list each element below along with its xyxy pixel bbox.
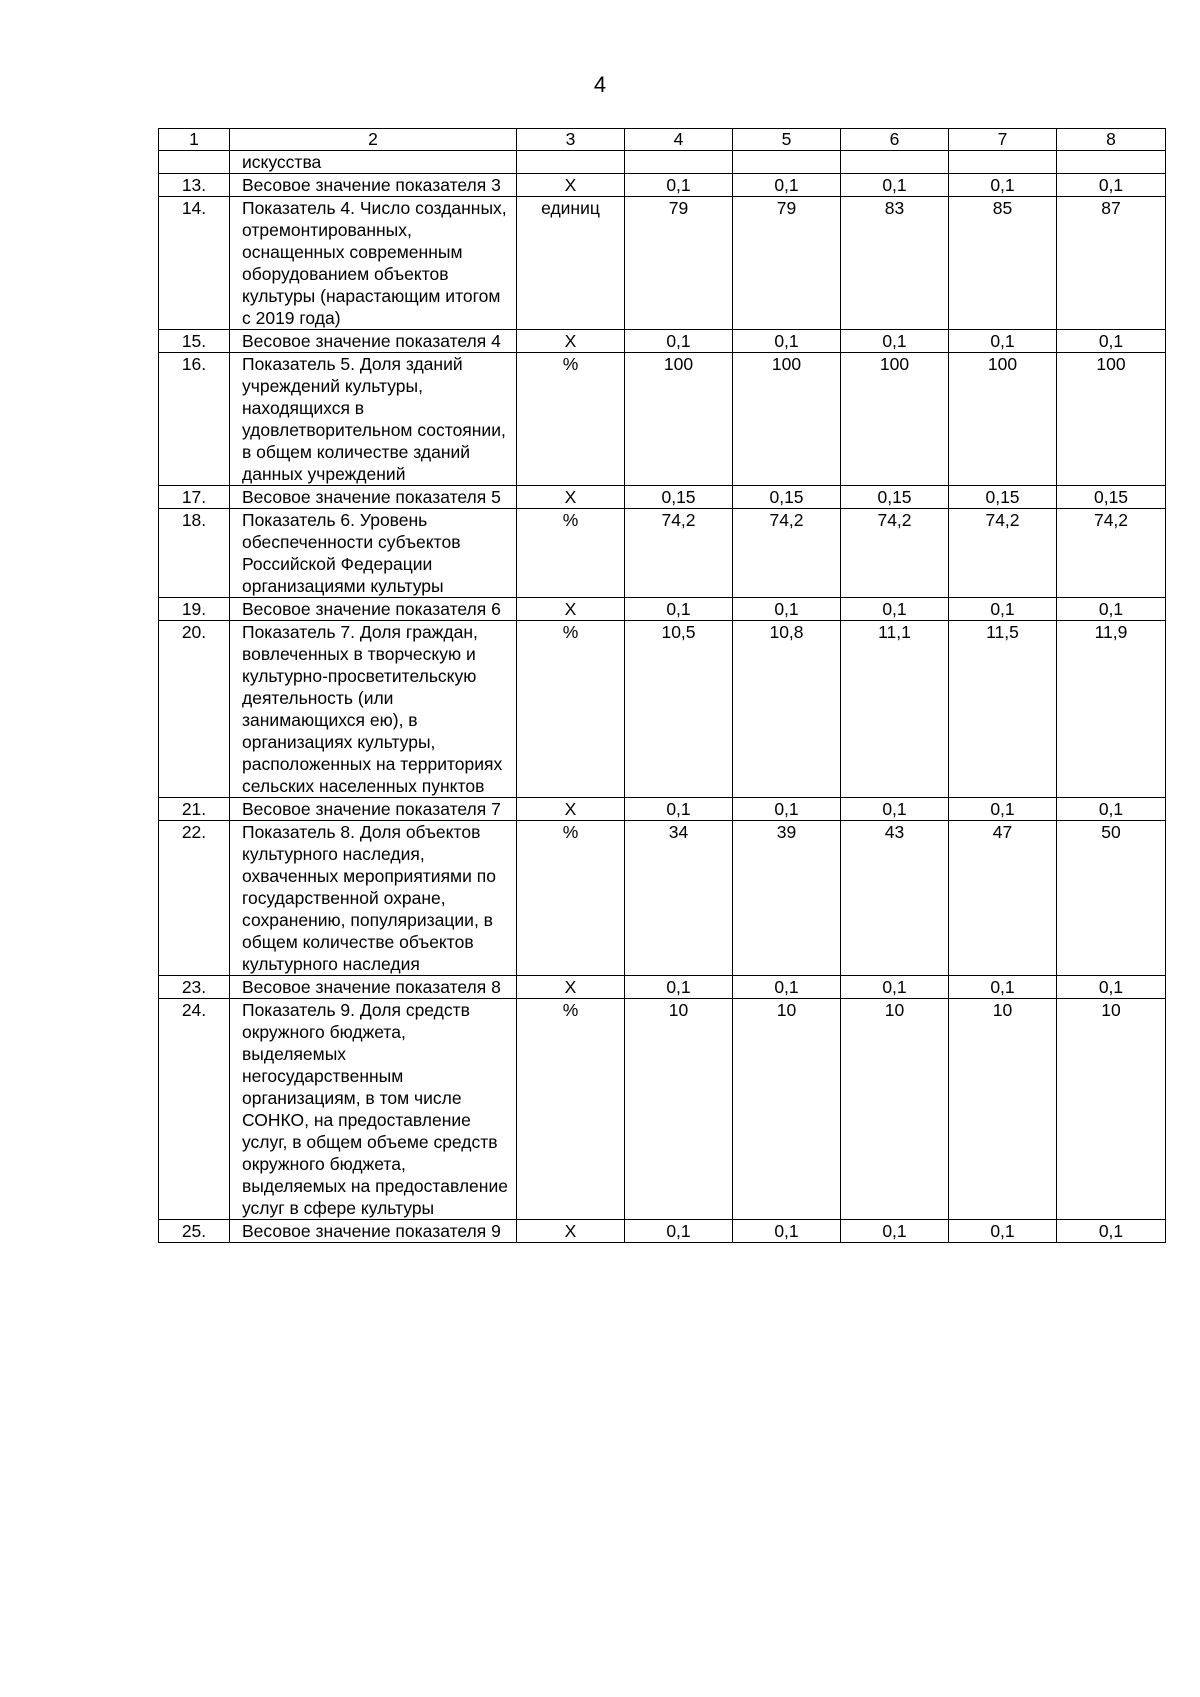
column-number: 1: [159, 129, 230, 151]
unit-cell: %: [517, 353, 625, 486]
indicator-name-cell: Весовое значение показателя 4: [230, 330, 517, 353]
value-cell-col4: 10: [625, 999, 733, 1220]
table-row: [159, 621, 1166, 798]
row-number-cell: 16.: [159, 353, 230, 486]
indicator-name-cell: Показатель 4. Число созданных, отремонтированных, оснащенных современным оборудованием объектов культуры (нарастающим итогом с 2019 года): [230, 197, 517, 330]
table-row: [159, 330, 1166, 353]
unit-cell: X: [517, 598, 625, 621]
unit-cell: X: [517, 976, 625, 999]
row-number-cell: 19.: [159, 598, 230, 621]
unit-cell: %: [517, 999, 625, 1220]
row-number-cell: 25.: [159, 1220, 230, 1243]
value-cell-col5: 10: [733, 999, 841, 1220]
row-number-cell: 14.: [159, 197, 230, 330]
value-cell-col6: 11,1: [841, 621, 949, 798]
value-cell-col5: 0,1: [733, 976, 841, 999]
value-cell-col5: 0,1: [733, 798, 841, 821]
value-cell-col7: 47: [949, 821, 1057, 976]
row-number-cell: 21.: [159, 798, 230, 821]
unit-cell: %: [517, 821, 625, 976]
table-row: [159, 151, 1166, 174]
value-cell-col7: 0,1: [949, 598, 1057, 621]
value-cell-col5: 0,1: [733, 174, 841, 197]
value-cell-col4: [625, 151, 733, 174]
row-number-cell: 15.: [159, 330, 230, 353]
value-cell-col8: 0,1: [1057, 174, 1166, 197]
row-number-cell: 18.: [159, 509, 230, 598]
value-cell-col7: 10: [949, 999, 1057, 1220]
value-cell-col6: 74,2: [841, 509, 949, 598]
row-number-cell: 13.: [159, 174, 230, 197]
value-cell-col4: 34: [625, 821, 733, 976]
value-cell-col8: 0,1: [1057, 330, 1166, 353]
value-cell-col7: 0,1: [949, 798, 1057, 821]
indicator-name-cell: Показатель 5. Доля зданий учреждений культуры, находящихся в удовлетворительном состоянии, в общем количестве зданий данных учреждений: [230, 353, 517, 486]
value-cell-col4: 79: [625, 197, 733, 330]
value-cell-col6: 0,1: [841, 598, 949, 621]
value-cell-col6: 83: [841, 197, 949, 330]
value-cell-col8: [1057, 151, 1166, 174]
value-cell-col4: 0,1: [625, 1220, 733, 1243]
column-number: 2: [230, 129, 517, 151]
value-cell-col6: 0,1: [841, 330, 949, 353]
unit-cell: X: [517, 798, 625, 821]
value-cell-col6: 43: [841, 821, 949, 976]
value-cell-col5: [733, 151, 841, 174]
table-row: [159, 976, 1166, 999]
value-cell-col8: 74,2: [1057, 509, 1166, 598]
table-row: [159, 598, 1166, 621]
value-cell-col8: 100: [1057, 353, 1166, 486]
value-cell-col7: 0,1: [949, 330, 1057, 353]
table-row: [159, 509, 1166, 598]
value-cell-col6: 100: [841, 353, 949, 486]
indicator-name-cell: Весовое значение показателя 8: [230, 976, 517, 999]
column-number: 8: [1057, 129, 1166, 151]
unit-cell: X: [517, 174, 625, 197]
column-number: 6: [841, 129, 949, 151]
table-row: [159, 486, 1166, 509]
table-row: [159, 999, 1166, 1220]
value-cell-col5: 0,1: [733, 1220, 841, 1243]
value-cell-col4: 10,5: [625, 621, 733, 798]
unit-cell: %: [517, 509, 625, 598]
value-cell-col7: 11,5: [949, 621, 1057, 798]
value-cell-col6: 10: [841, 999, 949, 1220]
value-cell-col8: 0,15: [1057, 486, 1166, 509]
value-cell-col8: 0,1: [1057, 798, 1166, 821]
value-cell-col4: 0,1: [625, 174, 733, 197]
value-cell-col5: 39: [733, 821, 841, 976]
value-cell-col4: 0,1: [625, 330, 733, 353]
row-number-cell: 24.: [159, 999, 230, 1220]
value-cell-col7: 100: [949, 353, 1057, 486]
value-cell-col5: 0,1: [733, 598, 841, 621]
value-cell-col4: 74,2: [625, 509, 733, 598]
indicator-name-cell: Весовое значение показателя 7: [230, 798, 517, 821]
table-row: [159, 197, 1166, 330]
value-cell-col5: 100: [733, 353, 841, 486]
value-cell-col7: 0,1: [949, 1220, 1057, 1243]
indicator-name-cell: Весовое значение показателя 5: [230, 486, 517, 509]
value-cell-col7: [949, 151, 1057, 174]
value-cell-col5: 79: [733, 197, 841, 330]
page-number: 4: [593, 72, 607, 97]
value-cell-col5: 10,8: [733, 621, 841, 798]
value-cell-col8: 0,1: [1057, 976, 1166, 999]
table-row: [159, 798, 1166, 821]
table-row: [159, 174, 1166, 197]
unit-cell: %: [517, 621, 625, 798]
indicator-name-cell: Весовое значение показателя 9: [230, 1220, 517, 1243]
value-cell-col6: 0,1: [841, 1220, 949, 1243]
value-cell-col4: 100: [625, 353, 733, 486]
row-number-cell: [159, 151, 230, 174]
value-cell-col4: 0,1: [625, 798, 733, 821]
value-cell-col8: 0,1: [1057, 598, 1166, 621]
value-cell-col6: 0,15: [841, 486, 949, 509]
value-cell-col5: 74,2: [733, 509, 841, 598]
value-cell-col6: 0,1: [841, 174, 949, 197]
unit-cell: X: [517, 1220, 625, 1243]
value-cell-col8: 10: [1057, 999, 1166, 1220]
table-row: [159, 821, 1166, 976]
column-number-row: [159, 129, 1166, 151]
value-cell-col4: 0,1: [625, 598, 733, 621]
value-cell-col8: 11,9: [1057, 621, 1166, 798]
value-cell-col4: 0,15: [625, 486, 733, 509]
indicator-name-cell: искусства: [230, 151, 517, 174]
value-cell-col8: 0,1: [1057, 1220, 1166, 1243]
indicators-table: [158, 128, 1166, 1243]
value-cell-col7: 0,15: [949, 486, 1057, 509]
value-cell-col6: 0,1: [841, 798, 949, 821]
unit-cell: единиц: [517, 197, 625, 330]
value-cell-col7: 0,1: [949, 174, 1057, 197]
indicator-name-cell: Показатель 8. Доля объектов культурного наследия, охваченных мероприятиями по государственной охране, сохранению, популяризации, в общем количестве объектов культурного наследия: [230, 821, 517, 976]
indicator-name-cell: Показатель 9. Доля средств окружного бюджета, выделяемых негосударственным организациям, в том числе СОНКО, на предоставление услуг, в общем объеме средств окружного бюджета, выделяемых на предоставление услуг в сфере культуры: [230, 999, 517, 1220]
value-cell-col5: 0,15: [733, 486, 841, 509]
value-cell-col7: 0,1: [949, 976, 1057, 999]
column-number: 3: [517, 129, 625, 151]
row-number-cell: 17.: [159, 486, 230, 509]
value-cell-col8: 50: [1057, 821, 1166, 976]
value-cell-col8: 87: [1057, 197, 1166, 330]
table-row: [159, 1220, 1166, 1243]
row-number-cell: 20.: [159, 621, 230, 798]
indicator-name-cell: Весовое значение показателя 6: [230, 598, 517, 621]
indicator-name-cell: Показатель 6. Уровень обеспеченности субъектов Российской Федерации организациями культуры: [230, 509, 517, 598]
value-cell-col4: 0,1: [625, 976, 733, 999]
column-number: 7: [949, 129, 1057, 151]
unit-cell: [517, 151, 625, 174]
indicator-name-cell: Показатель 7. Доля граждан, вовлеченных в творческую и культурно-просветительскую деятельность (или занимающихся ею), в организациях культуры, расположенных на территориях сельских населенных пунктов: [230, 621, 517, 798]
unit-cell: X: [517, 486, 625, 509]
column-number: 4: [625, 129, 733, 151]
value-cell-col6: [841, 151, 949, 174]
row-number-cell: 23.: [159, 976, 230, 999]
indicator-name-cell: Весовое значение показателя 3: [230, 174, 517, 197]
value-cell-col6: 0,1: [841, 976, 949, 999]
value-cell-col7: 85: [949, 197, 1057, 330]
row-number-cell: 22.: [159, 821, 230, 976]
column-number: 5: [733, 129, 841, 151]
table-row: [159, 353, 1166, 486]
value-cell-col7: 74,2: [949, 509, 1057, 598]
unit-cell: X: [517, 330, 625, 353]
value-cell-col5: 0,1: [733, 330, 841, 353]
